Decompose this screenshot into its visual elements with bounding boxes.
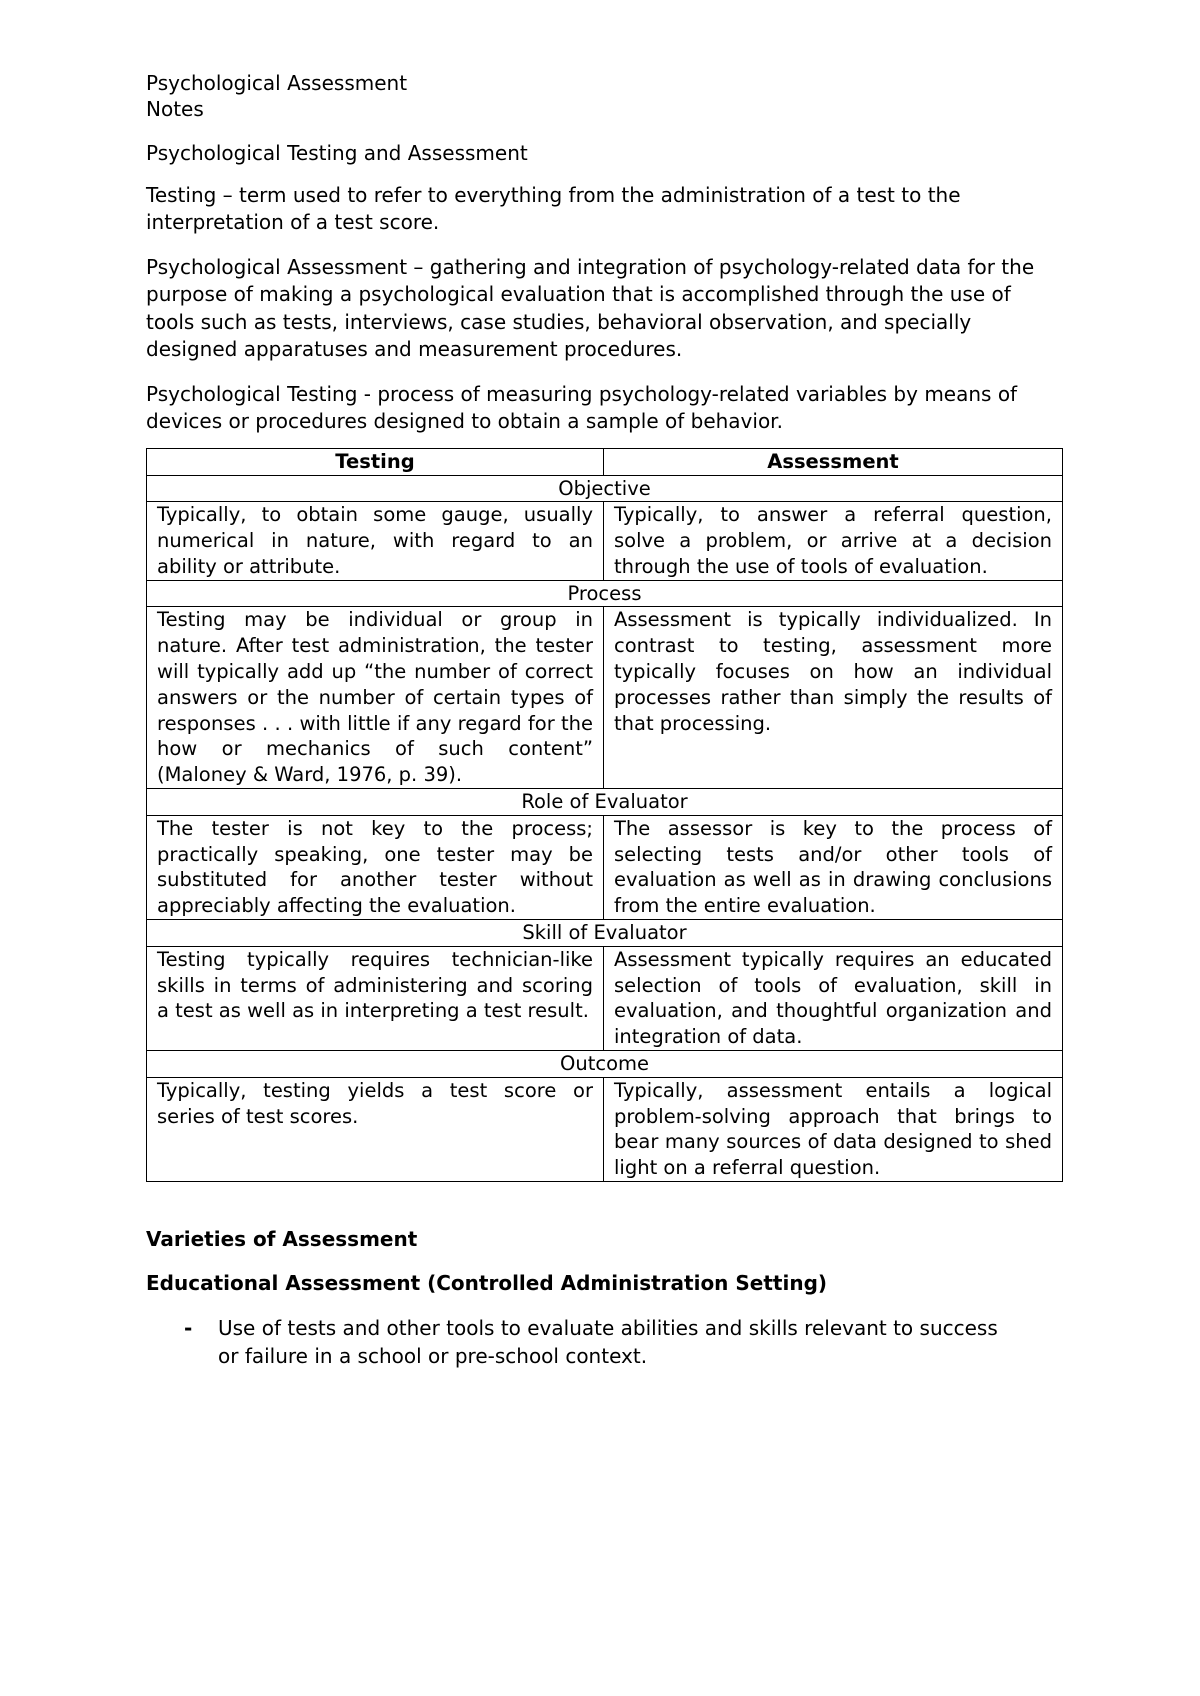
- assessment-cell: Typically, assessment entails a logical problem-solving approach that brings to bear many sources of data designed to shed light on a referral question.: [604, 1077, 1063, 1181]
- section-title-cell: Outcome: [147, 1051, 1063, 1078]
- section-title-cell: Process: [147, 580, 1063, 607]
- assessment-cell: Typically, to answer a referral question, solve a problem, or arrive at a decision through the use of tools of evaluation.: [604, 502, 1063, 580]
- document-title: Psychological Assessment: [146, 71, 408, 95]
- testing-cell: The tester is not key to the process; practically speaking, one tester may be substituted for another tester without appreciably affecting the evaluation.: [147, 815, 604, 919]
- section-row: [147, 789, 1063, 816]
- testing-cell: Typically, to obtain some gauge, usually numerical in nature, with regard to an ability or attribute.: [147, 502, 604, 580]
- section-row: [147, 920, 1063, 947]
- section-title-cell: Objective: [147, 475, 1063, 502]
- section-title: Psychological Testing and Assessment: [146, 141, 528, 165]
- testing-cell: Testing typically requires technician-like skills in terms of administering and scoring a test as well as in interpreting a test result.: [147, 946, 604, 1050]
- table-header-row: [147, 448, 1063, 475]
- table-row: [147, 815, 1063, 919]
- section-row: [147, 580, 1063, 607]
- varieties-heading: Varieties of Assessment: [146, 1227, 418, 1252]
- definition-testing: Testing – term used to refer to everything from the administration of a test to the interpretation of a test score.: [146, 182, 961, 234]
- section-row: [147, 475, 1063, 502]
- section-title-cell: Role of Evaluator: [147, 789, 1063, 816]
- comparison-table: [146, 448, 1063, 1183]
- column-header-assessment: Assessment: [604, 448, 1063, 475]
- assessment-cell: Assessment is typically individualized. In contrast to testing, assessment more typically focuses on how an individual processes rather than simply the results of that processing.: [604, 607, 1063, 789]
- section-title-cell: Skill of Evaluator: [147, 920, 1063, 947]
- table-row: [147, 1077, 1063, 1181]
- testing-cell: Typically, testing yields a test score or series of test scores.: [147, 1077, 604, 1181]
- section-row: [147, 1051, 1063, 1078]
- bullet-dash: -: [184, 1316, 193, 1341]
- definition-psychological-testing: Psychological Testing - process of measuring psychology-related variables by means of devices or procedures designed to obtain a sample of behavior.: [146, 381, 1018, 433]
- testing-cell: Testing may be individual or group in nature. After test administration, the tester will typically add up “the number of correct answers or the number of certain types of responses . . . with little if any regard for the how or mechanics of such content” (Maloney & Ward, 1976, p. 39).: [147, 607, 604, 789]
- assessment-cell: Assessment typically requires an educated selection of tools of evaluation, skill in evaluation, and thoughtful organization and integration of data.: [604, 946, 1063, 1050]
- document-subtitle: Notes: [146, 97, 204, 121]
- table-row: [147, 502, 1063, 580]
- document-header: [146, 70, 1058, 122]
- column-header-testing: Testing: [147, 448, 604, 475]
- bullet-text: Use of tests and other tools to evaluate abilities and skills relevant to success or failure in a school or pre-school context.: [218, 1316, 998, 1369]
- definition-psychological-assessment: Psychological Assessment – gathering and integration of psychology-related data for the purpose of making a psychological evaluation that is accomplished through the use of tools such as tests, interviews, case studies, behavioral observation, and specially designed apparatuses and measurement procedures.: [146, 254, 1035, 361]
- educational-assessment-heading: Educational Assessment (Controlled Administration Setting): [146, 1271, 828, 1296]
- table-row: [147, 607, 1063, 789]
- assessment-cell: The assessor is key to the process of selecting tests and/or other tools of evaluation as well as in drawing conclusions from the entire evaluation.: [604, 815, 1063, 919]
- document-page: [146, 70, 1058, 1370]
- table-row: [147, 946, 1063, 1050]
- list-item: [146, 1314, 1058, 1370]
